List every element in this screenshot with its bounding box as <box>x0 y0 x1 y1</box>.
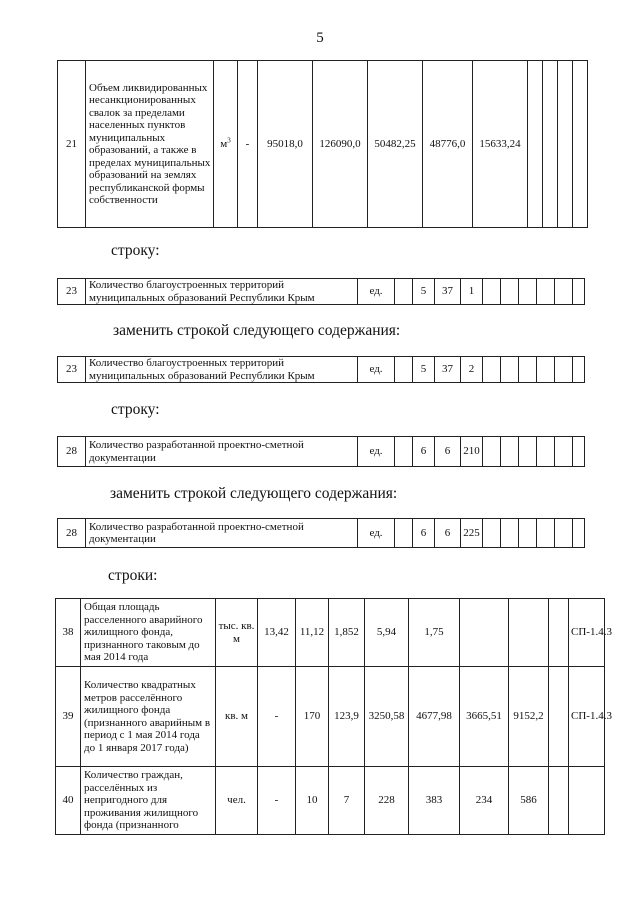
code-cell: СП-1.4.3 <box>569 667 605 767</box>
value-cell <box>549 599 569 667</box>
value-cell: 1 <box>461 279 483 305</box>
value-cell <box>460 599 509 667</box>
table-row-40 <box>56 767 605 835</box>
code-cell <box>569 767 605 835</box>
value-cell <box>528 61 543 228</box>
value-cell: 4677,98 <box>409 667 460 767</box>
phrase-rows: строки: <box>108 567 158 584</box>
indicator-name: Количество благоустроенных территорий муниципальных образований Республики Крым <box>86 279 358 305</box>
value-cell <box>501 357 519 383</box>
phrase-replace: заменить строкой следующего содержания: <box>113 322 401 339</box>
value-cell: 2 <box>461 357 483 383</box>
value-cell <box>483 519 501 548</box>
value-cell: 3250,58 <box>365 667 409 767</box>
value-cell <box>573 279 585 305</box>
unit-cell: кв. м <box>216 667 258 767</box>
value-cell <box>483 357 501 383</box>
value-cell: 225 <box>461 519 483 548</box>
value-cell <box>537 357 555 383</box>
value-cell <box>555 279 573 305</box>
value-cell: 7 <box>329 767 365 835</box>
value-cell: 6 <box>435 519 461 548</box>
value-cell <box>501 437 519 467</box>
value-cell <box>555 519 573 548</box>
value-cell: 6 <box>413 519 435 548</box>
table-row-39 <box>56 667 605 767</box>
value-cell: 123,9 <box>329 667 365 767</box>
value-cell: 15633,24 <box>473 61 528 228</box>
value-cell <box>501 519 519 548</box>
value-cell: 234 <box>460 767 509 835</box>
row-number: 38 <box>56 599 81 667</box>
value-cell: 6 <box>413 437 435 467</box>
value-cell: 228 <box>365 767 409 835</box>
unit-cell: ед. <box>358 519 395 548</box>
row-number: 23 <box>58 279 86 305</box>
indicator-name: Количество разработанной проектно-сметной документации <box>86 437 358 467</box>
unit-cell <box>214 61 238 228</box>
value-cell <box>549 667 569 767</box>
value-cell <box>395 519 413 548</box>
page-number: 5 <box>316 30 324 46</box>
value-cell: 5 <box>413 279 435 305</box>
table-rows-38-40 <box>55 598 612 835</box>
value-cell <box>509 599 549 667</box>
unit-cell: чел. <box>216 767 258 835</box>
value-cell: 5 <box>413 357 435 383</box>
value-cell: 10 <box>296 767 329 835</box>
indicator-name: Количество благоустроенных территорий муниципальных образований Республики Крым <box>86 357 358 383</box>
value-cell: 1,75 <box>409 599 460 667</box>
value-cell <box>537 437 555 467</box>
value-cell <box>483 279 501 305</box>
value-cell <box>519 357 537 383</box>
table-row-23-new <box>57 356 585 383</box>
indicator-name: Количество разработанной проектно-сметной документации <box>86 519 358 548</box>
indicator-name: Объем ликвидированных несанкционированных свалок за пределами населенных пунктов муниципальных образований, а также в пределах муниципальных образований на землях республиканской формы собственности <box>86 61 214 228</box>
code-cell: СП-1.4.3 <box>569 599 605 667</box>
value-cell <box>573 357 585 383</box>
value-cell <box>573 61 588 228</box>
value-cell: 586 <box>509 767 549 835</box>
value-cell: 170 <box>296 667 329 767</box>
value-cell: 210 <box>461 437 483 467</box>
value-cell <box>573 519 585 548</box>
value-cell <box>519 279 537 305</box>
value-cell: 48776,0 <box>423 61 473 228</box>
value-cell: 5,94 <box>365 599 409 667</box>
value-cell <box>558 61 573 228</box>
value-cell: 50482,25 <box>368 61 423 228</box>
table-row-28-new <box>57 518 585 548</box>
phrase-row: строку: <box>111 401 160 418</box>
value-cell <box>519 519 537 548</box>
row-number: 39 <box>56 667 81 767</box>
value-cell <box>573 437 585 467</box>
unit-text: м <box>220 137 228 150</box>
row-number: 23 <box>58 357 86 383</box>
table-row-23-old <box>57 278 585 305</box>
value-cell <box>543 61 558 228</box>
indicator-name: Общая площадь расселенного аварийного жилищного фонда, признанного таковым до мая 2014 года <box>81 599 216 667</box>
value-cell: 95018,0 <box>258 61 313 228</box>
value-cell: - <box>258 767 296 835</box>
value-cell: 1,852 <box>329 599 365 667</box>
value-cell <box>395 279 413 305</box>
value-cell <box>537 279 555 305</box>
value-cell <box>549 767 569 835</box>
value-cell <box>483 437 501 467</box>
value-cell <box>537 519 555 548</box>
value-cell <box>395 357 413 383</box>
indicator-name: Количество граждан, расселённых из непригодного для проживания жилищного фонда (признанного <box>81 767 216 835</box>
value-cell <box>501 279 519 305</box>
value-cell <box>519 437 537 467</box>
unit-cell: ед. <box>358 279 395 305</box>
unit-cell: ед. <box>358 437 395 467</box>
table-row-21 <box>57 60 588 228</box>
row-number: 28 <box>58 519 86 548</box>
value-cell <box>395 437 413 467</box>
unit-cell: ед. <box>358 357 395 383</box>
value-cell: 6 <box>435 437 461 467</box>
value-cell <box>555 437 573 467</box>
value-cell: 37 <box>435 357 461 383</box>
value-cell: 383 <box>409 767 460 835</box>
phrase-replace: заменить строкой следующего содержания: <box>110 485 398 502</box>
phrase-row: строку: <box>111 242 160 259</box>
value-cell: - <box>238 61 258 228</box>
value-cell: 3665,51 <box>460 667 509 767</box>
value-cell: - <box>258 667 296 767</box>
table-row-38 <box>56 599 605 667</box>
value-cell <box>555 357 573 383</box>
unit-cell: тыс. кв. м <box>216 599 258 667</box>
value-cell: 13,42 <box>258 599 296 667</box>
row-number: 28 <box>58 437 86 467</box>
value-cell: 126090,0 <box>313 61 368 228</box>
row-number: 40 <box>56 767 81 835</box>
indicator-name: Количество квадратных метров расселённого жилищного фонда (признанного аварийным в период с 1 мая 2014 года до 1 января 2017 года) <box>81 667 216 767</box>
unit-superscript: 3 <box>227 136 231 145</box>
table-row-28-old <box>57 436 585 467</box>
value-cell: 11,12 <box>296 599 329 667</box>
value-cell: 37 <box>435 279 461 305</box>
row-number: 21 <box>58 61 86 228</box>
value-cell: 9152,2 <box>509 667 549 767</box>
